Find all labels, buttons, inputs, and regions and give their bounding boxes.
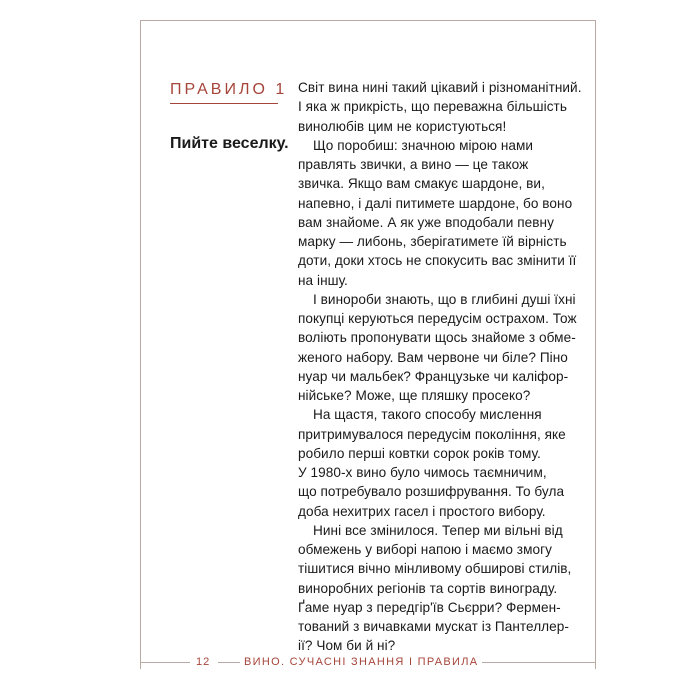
page-number: 12 xyxy=(196,656,211,668)
body-line: правлять звички, а вино — це також xyxy=(298,157,529,172)
body-line: робило перші ковтки сорок років тому. xyxy=(298,445,541,461)
body-line: винолюбів цим не користуються! xyxy=(298,118,507,134)
footer-divider-left xyxy=(140,662,190,663)
body-line: доти, доки хтось не спокусить вас змінити її xyxy=(298,253,577,269)
body-line: звичка. Якщо вам смакує шардоне, ви, xyxy=(298,176,545,192)
body-line: нійське? Може, ще пляшку просеко? xyxy=(298,388,531,403)
body-line: марку — либонь, зберігатимете їй вірність xyxy=(298,234,567,249)
footer-divider-middle xyxy=(218,662,240,663)
body-line: що потребувало розшифрування. То була xyxy=(298,484,565,500)
body-text xyxy=(298,78,588,656)
body-line: І яка ж прикрість, що переважна більшість xyxy=(298,99,567,115)
body-line: тований з вичавками мускат із Пантеллер- xyxy=(298,619,569,634)
body-line: нуар чи мальбек? Французьке чи каліфор- xyxy=(298,368,569,384)
page-footer xyxy=(140,654,596,670)
body-line: доба нехитрих гасел і простого вибору. xyxy=(298,503,546,519)
rule-heading: ПРАВИЛО 1 xyxy=(170,81,288,98)
body-line: притримувалося передусім покоління, яке xyxy=(298,426,566,442)
body-line: Що поробиш: значною мірою нами xyxy=(313,137,534,153)
body-line: Ґаме нуар з передгір'їв Сьєрри? Фермен- xyxy=(298,599,561,615)
body-line: воліють пропонувати щось знайоме з обме- xyxy=(298,330,576,346)
body-line: Нині все змінилося. Тепер ми вільні від xyxy=(313,522,563,538)
body-line: обмежень у виборі напою і маємо змогу xyxy=(298,542,552,557)
body-line: І винороби знають, що в глибині душі їхні xyxy=(313,291,576,307)
body-line: На щастя, такого способу мислення xyxy=(313,407,542,423)
book-title: ВИНО. СУЧАСНІ ЗНАННЯ І ПРАВИЛА xyxy=(244,656,479,668)
footer-divider-right xyxy=(482,662,596,663)
body-line: напевно, і далі питимете шардоне, бо воно xyxy=(298,195,573,211)
body-line: виноробних регіонів та сортів винограду. xyxy=(298,580,558,596)
body-line: вам знайоме. А як уже вподобали певну xyxy=(298,214,554,230)
body-line: Світ вина нині такий цікавий і різноманітний. xyxy=(298,80,582,95)
body-line: женого набору. Вам червоне чи біле? Піно xyxy=(298,349,568,365)
rule-heading-underline xyxy=(170,103,278,104)
body-line: У 1980-х вино було чимось таємничим, xyxy=(298,465,547,480)
body-line: ії? Чом би й ні? xyxy=(298,638,396,654)
rule-subtitle: Пийте веселку. xyxy=(170,135,289,152)
body-line: покупці керуються передусім острахом. Тож xyxy=(298,311,577,326)
body-line: на іншу. xyxy=(298,272,348,288)
body-line: тішитися вічно мінливому обширові стилів, xyxy=(298,561,572,577)
